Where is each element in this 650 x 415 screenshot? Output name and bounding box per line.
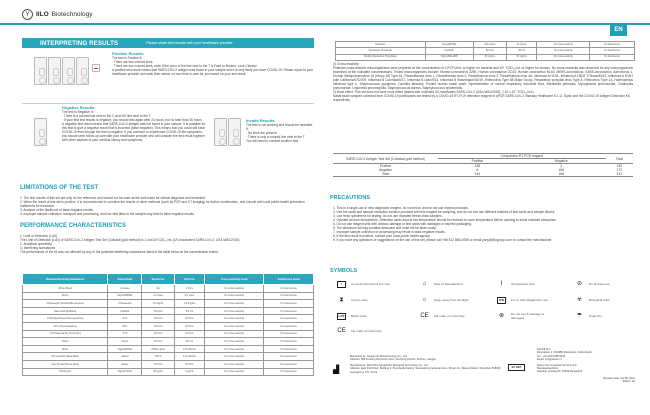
ec-rep-line: Email: pm@paxice.nl <box>537 358 562 362</box>
cross-reactivity-block <box>333 62 633 102</box>
language-badge: EN <box>610 24 627 36</box>
group-header: Comparator RT-PCR reagent <box>438 154 606 159</box>
table-cell: No cross-reactivity <box>205 285 264 293</box>
column-header: Test Con. <box>174 274 204 285</box>
table-cell: CVS <box>108 330 142 338</box>
precaution-item: 2. Use the swab and sample extraction solution provided with this reagent for sampling, and do not mix use different batches of test cards and sample diluent. <box>333 210 556 214</box>
table-cell: 15 %v/v <box>174 322 204 330</box>
table-cell: In-house <box>108 285 142 293</box>
positive-results-block <box>112 51 317 76</box>
table-cell: No interference <box>264 353 314 361</box>
table-cell: Tamiflu (Oseltamivir Phosphate) <box>336 54 426 60</box>
performance-line: 2. Analytical specificity <box>20 242 52 246</box>
table-cell: No interference <box>264 338 314 346</box>
table-cell: Homeopathic Nasal Wash <box>23 353 108 361</box>
table-cell: Sigma/SML1606 <box>425 54 473 60</box>
row-header: SARS-CoV-2 Antigen Test Set (Colloidal gold method) <box>346 156 425 161</box>
table-cell: Chloraseptic (Menthol/Benzocaine) <box>23 300 108 308</box>
ec-rep-line: Tel.: +31 (0)10 888 8445 <box>537 354 566 358</box>
symbol-item <box>337 328 391 335</box>
negative-results-block <box>62 105 207 142</box>
table-cell: No interference <box>264 307 314 315</box>
table-row <box>23 338 314 346</box>
symbol-label: Temperature limit <box>511 281 535 286</box>
manufacturer-line: Address: 588 Fenfeng Rd Fenhu Town, Wuzhong District, Suzhou, Jiangsu <box>350 358 436 362</box>
total-header: Total <box>615 156 623 161</box>
table-cell: 172 <box>616 168 623 172</box>
table-cell: 50 mg/mL <box>473 54 506 60</box>
table-row <box>333 172 633 177</box>
symbol-label: Do not use if package is damaged <box>511 312 545 320</box>
limitation-item: 2. When the result of test set is positive, it is recommended to combine the results of other methods (such as PCR and CT imaging) for further confirmation, and consult with local public health prevention institutions for treatment. <box>20 200 305 208</box>
precaution-item: 9. If you have any questions or suggestions on the use of this set, please call +86 512 86614005 or email panyi@iilogroup.com to contact the manufacturer. <box>333 238 553 242</box>
column-header: Interference result <box>264 274 314 285</box>
precaution-item: 3. Use fresh specimens for testing, do not use repeated freeze-thaw samples. <box>333 214 443 218</box>
manufacturer-icon: ▟ <box>333 365 340 374</box>
table-cell: 1.5 mg/mL <box>174 300 204 308</box>
ec-rep-line: Heerdter Lohweg 83, 40549 Düsseldorf <box>537 370 583 374</box>
table-cell: No cross-reactivity <box>205 353 264 361</box>
table-cell: No interference <box>264 368 314 376</box>
table-row <box>23 345 314 353</box>
table-cell: No cross-reactivity <box>205 360 264 368</box>
table-cell: 140 <box>616 164 623 168</box>
table-cell: 1:10 dilution <box>174 345 204 353</box>
factory-icon: ⌂ <box>422 280 427 287</box>
logo-icon: Y <box>22 9 33 20</box>
revision-date: Revision date: Apr.09, 2021 <box>603 377 635 380</box>
table-cell: No interference <box>590 42 635 48</box>
symbol-item <box>497 297 556 304</box>
symbol-label: CE mark of conformity <box>434 313 465 318</box>
hook-effect-text: 3) Hook effect: This set does not have hook effect (tested with undiluted UV-inactivated SARS-CoV-2 (USA-WA1/2020), 1.15 x 10⁷ TCID₅₀/mL). <box>333 90 535 94</box>
ec-rep-line: Share info Consultant Service LLC <box>537 363 577 367</box>
limitation-item: 1. The test results of this set are only for the reference and should not be used as the sole basis for clinical diagnosis and treatment. <box>20 196 206 200</box>
table-cell: No cross-reactivity <box>205 300 264 308</box>
symbol-label: Consult Instructions For Use <box>351 281 391 286</box>
ec-rep-block <box>537 348 647 374</box>
book-icon: i <box>337 281 346 288</box>
table-cell: 75000 ng/mL <box>142 345 174 353</box>
manufacturer-line: Manufacturer: Jiangsu Iilo Biotechnology Co., Ltd. <box>350 355 408 358</box>
table-cell: Whole Blood <box>23 285 108 293</box>
table-cell: 5% v/v <box>507 48 537 54</box>
sub-header: Negative <box>554 159 568 163</box>
no-reuse-icon: ⊘ <box>576 280 583 287</box>
table-cell: Fluticasone Propionate <box>336 48 426 54</box>
table-row <box>23 292 314 300</box>
table-cell: No interference <box>264 285 314 293</box>
ivd-icon: IVD <box>497 297 506 304</box>
table-cell: 15 mg/mL <box>142 300 174 308</box>
table-cell: Tobramycin <box>23 368 108 376</box>
cross-reactivity-text: Potential cross-reactive microorganisms were prepared at the concentration of 10⁵CFU/mL or higher for bacteria and 10⁵ TCID₅₀/mL or higher for viruses. No cross-reactivity was observed for any microorganisms examined at the indicated concentrations. Tested microorganisms include: Human coronavirus 229E, Human coronavirus OC43, Human coronavirus NL63, MERS-coronavirus, SARS-coronavirus, Adenovirus 1, Human Metapneumovirus 16 (Hmpv-16) Type A1, Parainfluenza virus 1, Parainfluenza virus 2, Parainfluenza virus 3, Parainfluenza virus 4A, Influenza A H1N1, Influenza A H3N2 T/Texas/50/12, Influenza A H1N1 pdm California/07/2009, Influenza B Colorado/6/17, Influenza B Utah/9/14, Influenza B Washington/02/19, Enterovirus Type 68 Major Group, Respiratory syncytial virus Type A, Rhinovirus Type 1A, Haemophilus influenza type b, Streptococcus pyogenes, Candida albicans, Pooled human nasal wash: representative of normal respiratory microbial flora, Bordetella pertussis, Mycoplasma pneumoniae, Chlamydia pneumoniae, Legionella pneumophila, Staphylococcus aureus, Staphylococcus epidermidis. <box>333 66 633 90</box>
table-cell: Mucin <box>23 292 108 300</box>
table-cell: 144 <box>474 172 481 176</box>
brand-name: IILO <box>36 11 49 18</box>
table-cell: No interference <box>264 322 314 330</box>
clinical-comparison-table <box>333 153 633 177</box>
symbol-item <box>497 281 556 288</box>
table-cell: 30 %v/v <box>142 330 174 338</box>
table-cell: NeilMed <box>108 307 142 315</box>
sub-header: Positive <box>471 159 484 163</box>
table-cell: No interference <box>590 54 635 60</box>
performance-line: 1) Interfering substances <box>20 246 56 250</box>
table-cell: NA <box>142 285 174 293</box>
biohazard-icon: ☣ <box>576 296 583 303</box>
umbrella-icon: ☂ <box>576 312 583 319</box>
negative-heading: Negative Results: <box>62 105 96 110</box>
test-cassette <box>228 118 241 146</box>
table-cell: Mupirocin <box>336 42 426 48</box>
symbol-item <box>420 297 479 304</box>
table-row <box>23 300 314 308</box>
table-cell: Sigma/T4014 <box>108 368 142 376</box>
interfering-substances-table <box>22 273 314 376</box>
table-cell: Negative <box>378 168 392 172</box>
brand-suffix: Biotechnology <box>51 11 93 18</box>
table-cell: No cross-reactivity <box>205 315 264 323</box>
interpreting-banner <box>22 38 314 48</box>
symbol-item <box>420 313 479 320</box>
table-cell: 30 %v/v <box>142 360 174 368</box>
manufacturer-block <box>350 355 510 374</box>
negative-line: · There is a colored-line next to the C and NO line next to the T. <box>62 114 152 118</box>
table-cell: 50 mg/mL <box>507 54 537 60</box>
table-cell: No cross-reactivity <box>537 42 590 48</box>
table-cell: Total <box>382 172 389 176</box>
test-cassette <box>48 57 61 85</box>
table-header-row <box>23 274 314 285</box>
negative-line: · If your first test results is negative, you should test again after 24 hours, but no later than 36 hours. <box>62 118 203 122</box>
table-cell: 15 %v/v <box>174 315 204 323</box>
table-cell: 5% v/v <box>174 307 204 315</box>
positive-line-detail <box>92 64 100 72</box>
table-cell: 5% v/v <box>174 338 204 346</box>
positive-heading: Positive Results: <box>112 51 145 56</box>
symbols-title: SYMBOLS <box>330 268 358 274</box>
table-cell: 100 mg/mL <box>473 42 506 48</box>
precaution-item: 4. Operate at room temperature. Detection cards kept at low temperature should be restored to room temperature before opening to avoid moisture absorption. <box>333 218 557 222</box>
table-row <box>23 353 314 361</box>
table-cell: 138 <box>474 164 481 168</box>
symbol-item <box>420 281 479 288</box>
table-cell: Chloraseptic <box>108 300 142 308</box>
table-cell: Zicam <box>23 338 108 346</box>
clinical-text: Nasal swab samples collected from COVID-19 participants are tested by a COVID-19 RT-PCR detection reagent of qPCR SARS-CoV-2 Vitassay Healthcare S.L.U. Spain and the COVID-19 Antigen Detection Kit, respectively. <box>333 94 631 102</box>
damaged-package-icon: ⊗ <box>498 312 505 319</box>
table-cell: No cross-reactivity <box>537 48 590 54</box>
ec-rep-icon: EC REP <box>508 364 525 371</box>
invalid-line: · No lines are present. <box>246 131 278 135</box>
symbol-label: Batch code <box>351 313 367 318</box>
table-row <box>23 322 314 330</box>
negative-line: The test is Negative if: <box>62 110 94 114</box>
table-cell: No cross-reactivity <box>205 368 264 376</box>
limitation-item: 3. Analysis of the likelihood of false-negative results. <box>20 208 94 212</box>
table-cell: No cross-reactivity <box>205 330 264 338</box>
precaution-item: 1. This is a single-use in vitro diagnostic reagent, do not reuse, and do not use expired products. <box>333 206 469 210</box>
hourglass-icon: ⧗ <box>339 296 344 303</box>
table-cell: 168 <box>558 172 564 176</box>
table-cell: 50 %v/v <box>142 307 174 315</box>
table-cell: No interference <box>264 330 314 338</box>
header-divider <box>0 23 650 25</box>
table-cell: 2.0 %w/v <box>142 292 174 300</box>
test-cassette <box>62 57 75 85</box>
table-cell: Zicam <box>108 338 142 346</box>
ec-rep-line: Weurdplein 2, 3016BM Rotterdam, Netherlands <box>537 351 592 355</box>
table-cell: 0.5 %w/v <box>174 292 204 300</box>
invalid-line: The test is not working and should be repeated if: <box>246 123 313 131</box>
table-cell: 50 %v/v <box>142 338 174 346</box>
table-cell: No cross-reactivity <box>205 338 264 346</box>
table-row <box>336 54 635 60</box>
table-cell: Meijer <box>108 360 142 368</box>
table-row <box>23 315 314 323</box>
negative-cassette-image <box>34 118 47 146</box>
table-cell: No cross-reactivity <box>205 345 264 353</box>
symbol-label: Use-by date <box>351 297 368 302</box>
section-divider <box>22 103 314 104</box>
invalid-line: You will need to conduct another test. <box>246 139 299 143</box>
table-cell: Afrin <box>108 322 142 330</box>
table-row <box>23 307 314 315</box>
table-row <box>23 360 314 368</box>
precaution-item: 8. If the test result is positive, contact your local public health agency. <box>333 234 431 238</box>
test-cassette <box>76 57 89 85</box>
table-cell: No cross-reactivity <box>205 307 264 315</box>
page-header <box>0 0 650 24</box>
table-cell: 1:10 dilution <box>174 353 204 361</box>
table-row <box>23 368 314 376</box>
symbol-item <box>337 297 396 304</box>
table-row <box>23 330 314 338</box>
symbol-label: Keep Dry <box>589 313 602 318</box>
table-cell: CVS <box>108 315 142 323</box>
symbol-item <box>337 313 396 320</box>
table-cell: 30 %v/v <box>142 322 174 330</box>
edition: Edition: A0 <box>622 380 635 384</box>
manufacturer-line: Address: East 1/3rd floor, Building 2, Shunlianda factory, Sanweidong industrial zone, Shiyan St., Baoan District, Shenzhen 518000 Guangdong, P.R. China <box>350 367 501 374</box>
symbol-label: For In Vitro Diagnostic Use <box>511 297 548 302</box>
performance-line: The Limit of Detection (LoD) of SARS-CoV-2 Antigen Test Set (Colloidal gold method) is 1.44x10³TCID₅₀/mL (UV-inactivated SARS-CoV-2, USA-WA1/2020). <box>20 238 241 242</box>
table-cell: 15 %v/v <box>174 360 204 368</box>
table-cell: 30 %v/v <box>142 315 174 323</box>
table-cell: 6 <box>476 168 479 172</box>
lot-icon: LOT <box>337 313 346 320</box>
limitations-title: LIMITATIONS OF THE TEST <box>20 185 99 191</box>
table-cell: Sore Throat Phenol Spray <box>23 360 108 368</box>
table-cell: No interference <box>264 360 314 368</box>
interfering-substances-table-continued <box>335 41 635 61</box>
table-cell: FluitCare <box>425 48 473 54</box>
ec-rep-line: PaxiCE B.V. <box>537 348 552 351</box>
invalid-results-block <box>246 118 314 143</box>
table-cell: No interference <box>590 48 635 54</box>
precaution-item: 7. Improper sample collection or processing may result in false-negative results. <box>333 230 446 234</box>
symbol-item <box>337 281 396 288</box>
symbol-label: CE mark of conformity <box>351 328 382 333</box>
positive-cassette-image <box>34 57 89 85</box>
column-header: Stock Con. <box>142 274 174 285</box>
invalid-line: · There is only a colored-line next to the T. <box>246 135 306 139</box>
table-cell: No interference <box>264 300 314 308</box>
symbol-label: Biological risks <box>589 297 610 302</box>
table-cell: 2 <box>560 164 563 168</box>
limitation-item: 4. Improper sample collection, transport and processing, and low viral titers in the sample may lead to false negative results. <box>20 212 195 216</box>
table-cell: Alkalol <box>108 353 142 361</box>
table-cell: 100 % <box>142 353 174 361</box>
invalid-cassette-image <box>214 118 241 146</box>
precautions-list <box>333 206 633 242</box>
ec-rep-line: Repräsentanzbüro <box>537 367 559 371</box>
table-cell: Afrin (Oxymetazoline) <box>23 322 108 330</box>
table-cell: No interference <box>264 292 314 300</box>
table-cell: CVS Nasal Spray (Cromolyn) <box>23 330 108 338</box>
performance-intro <box>20 234 316 254</box>
symbol-item <box>497 313 556 320</box>
ce-mark-icon: CE <box>337 327 346 334</box>
table-cell: 50 %v/v <box>473 48 506 54</box>
table-cell: Sigma/M3895 <box>108 292 142 300</box>
table-row <box>23 285 314 293</box>
performance-line: The performance of the kit was not affected by any of the potential interfering substances listed in the table below at the concentration tested. <box>20 250 219 254</box>
table-cell: 4 %v/v <box>174 285 204 293</box>
table-cell: 312 <box>616 172 623 176</box>
table-cell: 166 <box>558 168 564 172</box>
invalid-heading: Invalid Results: <box>246 118 276 123</box>
table-cell: 40 μg/mL <box>142 368 174 376</box>
column-header: Potential Interfering Substances <box>23 274 108 285</box>
table-cell: No cross-reactivity <box>537 54 590 60</box>
sun-icon: ☼ <box>421 296 428 303</box>
column-header: Cross-reactivity result <box>205 274 264 285</box>
positive-line: The test is Positive if: <box>112 56 143 60</box>
manufacturer-line: Manufacturer: Shenzhen KangZhelin Biological Technology Co., Ltd. <box>350 363 429 367</box>
precaution-item: 6. The aluminum foil bag contains desiccant and must not be taken orally. <box>333 226 437 230</box>
table-cell: No interference <box>264 315 314 323</box>
symbol-item <box>575 281 634 288</box>
table-cell: No cross-reactivity <box>205 292 264 300</box>
table-cell: Sigma/B4501 <box>108 345 142 353</box>
negative-line: A negative test result means that SARS-CoV-2 antigen was not found in your sample. It is possible for this test to give a negative result that is incorrect (false negative). This means that you could still have COVID-19 even though the test is negative. If you continue to experience COVID-19 like symptoms, you should seek follow up care with your healthcare provider who will consider the test result together with other aspects of your medical history and symptoms. <box>62 122 206 142</box>
interpreting-subtitle: Please share test results with your healthcare provider <box>146 41 233 45</box>
cross-reactivity-heading: 2) Cross-reactivity <box>333 62 359 66</box>
table-cell: 4 μg/mL <box>174 368 204 376</box>
positive-line: A positive test result means that SARS-COV-2 antigen was found in your sample and it is very likely you have COVID-19. Please report to your healthcare provider and seek their advice on how best to care for you based on your test result. <box>112 68 314 76</box>
table-cell: Naso GEL (NeilMed) <box>23 307 108 315</box>
table-cell: 10 mg/mL <box>507 42 537 48</box>
performance-title: PERFORMANCE CHARACTERISTICS <box>20 223 127 229</box>
precautions-title: PRECAUTIONS <box>330 195 371 201</box>
symbol-label: Date of Manufacturer <box>434 281 464 286</box>
brand-logo <box>22 9 92 20</box>
revision-block <box>560 377 635 383</box>
test-cassette <box>34 57 47 85</box>
performance-line: 1. Limit of Detection (LoD) <box>20 234 58 238</box>
positive-line: · There are two colored-lines. <box>112 60 154 64</box>
table-cell: 15 %v/v <box>174 330 204 338</box>
symbol-label: Keep away from Sunlight <box>434 297 469 302</box>
precaution-item: 5. Do not use reagent sets with obvious damage or test cards with damaged or expired packaging. <box>333 222 472 226</box>
table-cell: CVS Nasal Drops (Phenylephrine) <box>23 315 108 323</box>
table-cell: No cross-reactivity <box>205 322 264 330</box>
positive-line: · There are two colored-lines, even if the color of the line next to the T is Faint or Broken. Look Closely! <box>112 64 257 68</box>
symbol-item <box>575 313 634 320</box>
ce-mark-icon: CE <box>420 312 429 319</box>
column-header: Source/Cat# <box>108 274 142 285</box>
table-cell: Sigma/M7694 <box>425 42 473 48</box>
test-cassette <box>214 118 227 146</box>
test-cassette <box>34 118 47 146</box>
symbol-label: Do Not Re-use <box>589 281 610 286</box>
symbol-item <box>575 297 634 304</box>
thermometer-icon: ⌇ <box>500 280 503 287</box>
interpreting-title: INTERPRETING RESULTS <box>40 39 119 47</box>
limitations-list <box>20 196 316 216</box>
table-cell: Biotin <box>23 345 108 353</box>
table-cell: No interference <box>264 345 314 353</box>
table-cell: Positive <box>379 164 392 168</box>
